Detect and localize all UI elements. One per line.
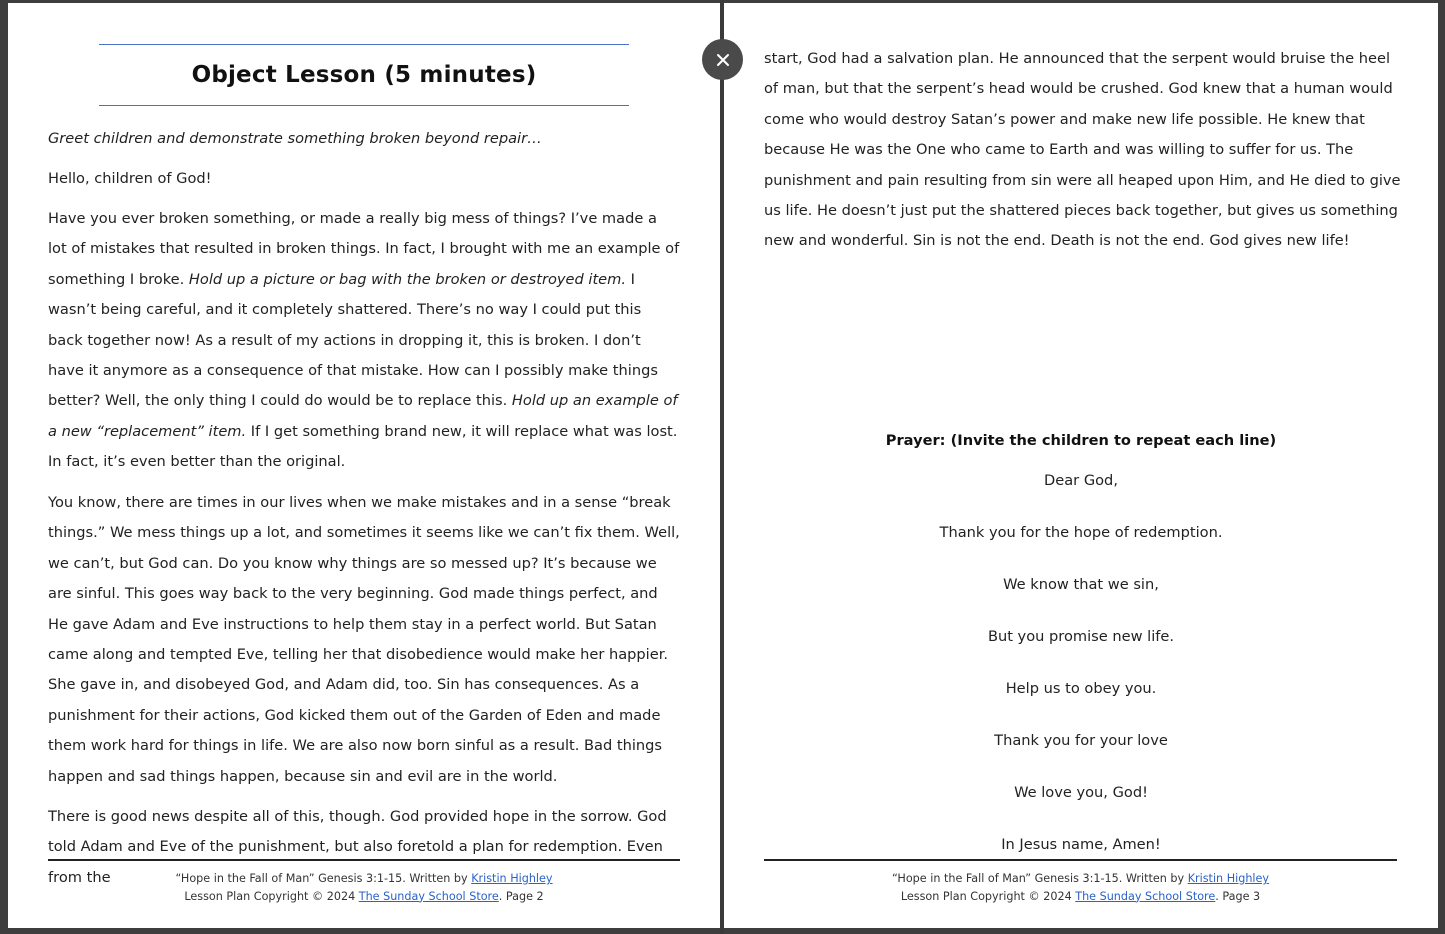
store-link[interactable]: The Sunday School Store [1075,889,1216,903]
prayer-section [724,427,1438,871]
close-button[interactable] [702,39,743,80]
prayer-line: We know that we sin, [1003,576,1159,593]
section-heading: Object Lesson (5 minutes) [191,62,537,88]
footer-line-2 [48,888,680,906]
footer-citation: “Hope in the Fall of Man” Genesis 3:1-15. Written by [175,872,472,885]
prayer-title: Prayer: (Invite the children to repeat each line) [885,432,1277,449]
footer-line-2 [764,888,1397,906]
page-footer [764,859,1397,905]
prayer-line: Dear God, [1044,472,1118,489]
footer-line-1 [764,870,1397,888]
page-footer [48,859,680,905]
prayer-line: Thank you for your love [994,732,1168,749]
prayer-line: Thank you for the hope of redemption. [939,524,1223,541]
page-2 [8,3,720,928]
page-3 [724,3,1438,928]
paragraph-1-text-c: If I get something brand new, it will replace what was lost. In fact, it’s even better than the original. [48,422,678,471]
footer-citation: “Hope in the Fall of Man” Genesis 3:1-15. Written by [891,872,1188,885]
close-icon [715,52,731,68]
author-link[interactable]: Kristin Highley [471,872,553,885]
prayer-line: In Jesus name, Amen! [1001,836,1161,853]
paragraph-1-text-a: Have you ever broken something, or made a really big mess of things? I’ve made a lot of mistakes that resulted in broken things. In fact, I brought with me an example of something I broke. [48,210,680,288]
prayer-line: We love you, God! [1014,784,1148,801]
paragraph-3: There is good news despite all of this, though. God provided hope in the sorrow. God told Adam and Eve of the punishment, but also foretold a plan for redemption. Even from the [48,808,667,886]
footer-page-number: . Page 2 [498,889,544,903]
footer-copyright: Lesson Plan Copyright © 2024 [900,889,1076,903]
section-heading-box [99,44,629,106]
paragraph-1 [48,204,680,478]
greeting-text: Hello, children of God! [48,170,212,187]
paragraph-1-instruction-a: Hold up a picture or bag with the broken or destroyed item. [188,270,627,288]
intro-instruction: Greet children and demonstrate something broken beyond repair… [48,130,542,147]
author-link[interactable]: Kristin Highley [1187,872,1270,885]
prayer-line: Help us to obey you. [1005,680,1157,697]
footer-line-1 [48,870,680,888]
paragraph-2: You know, there are times in our lives when we make mistakes and in a sense “break things.” We mess things up a lot, and sometimes it seems like we can’t fix them. Well, we can’t, but God can. Do you know why things are so messed up? It’s because we are sinful. This goes way back to the very beginning. God made things perfect, and He gave Adam and Eve instructions to help them stay in a perfect world. But Satan came along and tempted Eve, telling her that disobedience would make her happier. She gave in, and disobeyed God, and Adam did, too. Sin has consequences. As a punishment for their actions, God kicked them out of the Garden of Eden and made them work hard for things in life. We are also now born sinful as a result. Bad things happen and sad things happen, because sin and evil are in the world. [48,494,680,785]
footer-page-number: . Page 3 [1215,889,1261,903]
paragraph-1-text-b: I wasn’t being careful, and it completely shattered. There’s no way I could put this back together now! As a result of my actions in dropping it, this is broken. I don’t have it anymore as a consequence of that mistake. How can I possibly make things better? Well, the only thing I could do would be to replace this. [48,270,658,410]
prayer-line: But you promise new life. [987,628,1175,645]
store-link[interactable]: The Sunday School Store [358,889,499,903]
continuation-paragraph: start, God had a salvation plan. He announced that the serpent would bruise the heel of man, but that the serpent’s head would be crushed. God knew that a human would come who would destroy Satan’s power and make new life possible. He knew that because He was the One who came to Earth and was willing to suffer for us. The punishment and pain resulting from sin were all heaped upon Him, and He died to give us life. He doesn’t just put the shattered pieces back together, but gives us something new and wonderful. Sin is not the end. Death is not the end. God gives new life! [764,50,1401,250]
footer-copyright: Lesson Plan Copyright © 2024 [184,889,359,903]
paragraph-1-instruction-b: Hold up an example of a new “replacement” item. [48,392,678,440]
